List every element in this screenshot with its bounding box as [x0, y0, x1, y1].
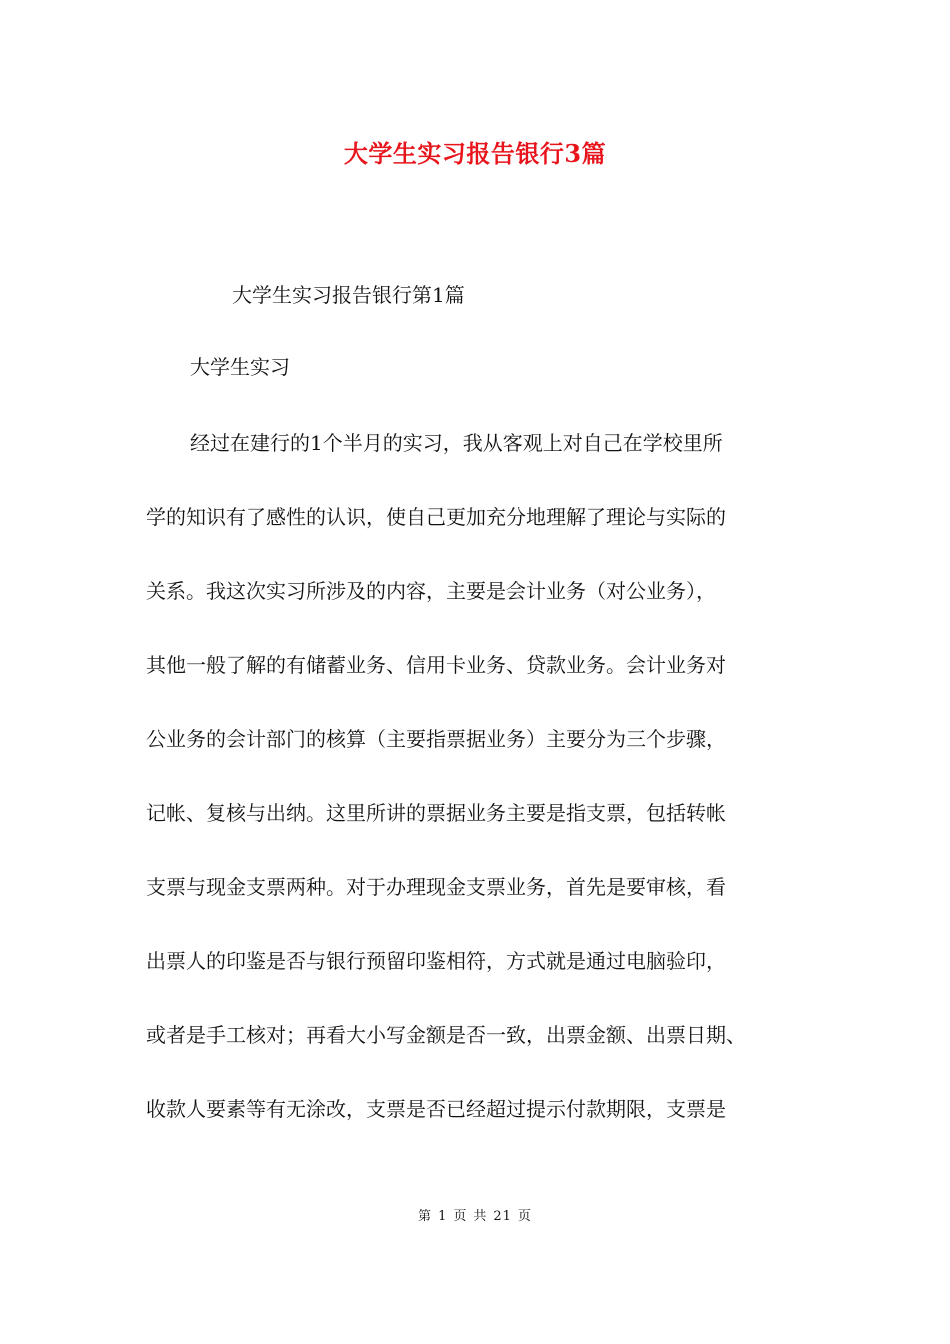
footer-suffix: 页 [517, 1209, 532, 1224]
paragraph-line: 学的知识有了感性的认识，使自己更加充分地理解了理论与实际的 [146, 505, 726, 529]
paragraph-line: 支票与现金支票两种。对于办理现金支票业务，首先是要审核，看 [146, 875, 726, 899]
paragraph-line: 公业务的会计部门的核算（主要指票据业务）主要分为三个步骤， [146, 727, 726, 751]
footer-page-unit: 页 [453, 1209, 468, 1224]
footer-current-page: 1 [438, 1209, 448, 1224]
paragraph-line: 关系。我这次实习所涉及的内容，主要是会计业务（对公业务）， [146, 579, 716, 603]
paragraph-line: 或者是手工核对；再看大小写金额是否一致，出票金额、出票日期、 [146, 1023, 746, 1047]
paragraph-line: 记帐、复核与出纳。这里所讲的票据业务主要是指支票，包括转帐 [146, 801, 726, 825]
paragraph-line: 其他一般了解的有储蓄业务、信用卡业务、贷款业务。会计业务对 [146, 653, 726, 677]
sub-heading: 大学生实习 [190, 355, 290, 379]
footer-total-pages: 21 [493, 1209, 512, 1224]
footer-total-label: 共 [473, 1209, 488, 1224]
paragraph-line: 经过在建行的1个半月的实习，我从客观上对自己在学校里所 [190, 431, 723, 455]
footer-prefix: 第 [418, 1209, 433, 1224]
paragraph-line: 收款人要素等有无涂改，支票是否已经超过提示付款期限，支票是 [146, 1097, 726, 1121]
document-title: 大学生实习报告银行3篇 [343, 139, 607, 168]
section-heading: 大学生实习报告银行第1篇 [232, 283, 465, 307]
paragraph-line: 出票人的印鉴是否与银行预留印鉴相符，方式就是通过电脑验印， [146, 949, 726, 973]
page-number-footer [0, 1208, 950, 1226]
